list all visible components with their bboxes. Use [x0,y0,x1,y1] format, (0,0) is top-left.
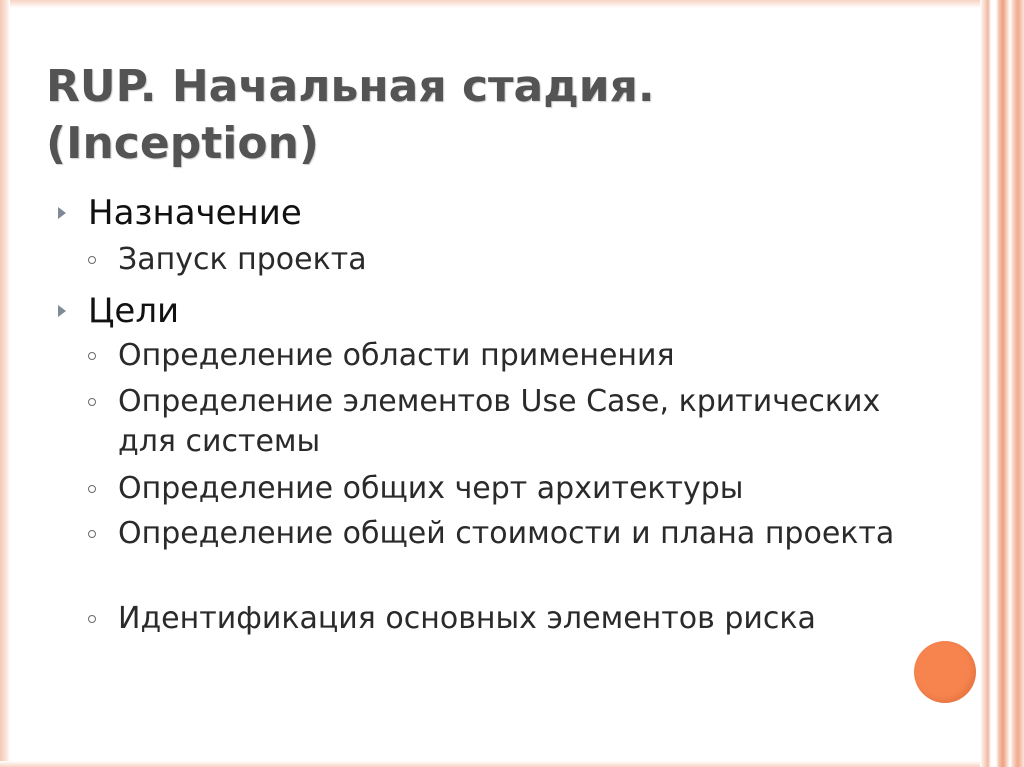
frame-top-border [0,0,1024,8]
slide-title-line-2: (Inception) [46,118,320,169]
circle-bullet-icon [88,530,96,538]
circle-bullet-icon [88,398,96,406]
slide-title [46,58,906,172]
frame-right-stripes [980,0,1024,767]
circle-bullet-icon [88,352,96,360]
section-heading-purpose: Назначение [88,193,302,233]
slide-title-line-1: RUP. Начальная стадия. [46,61,655,112]
circle-bullet-icon [88,615,96,623]
list-item: Определение общих черт архитектуры [118,471,744,506]
orange-circle-decoration [914,641,976,703]
section-heading-goals: Цели [88,291,180,331]
circle-bullet-icon [88,256,96,264]
list-item: Определение общей стоимости и плана проекта [118,516,895,551]
triangle-bullet-icon [58,207,66,219]
list-item: Запуск проекта [118,242,367,277]
frame-bottom-border [0,761,1024,767]
list-item: Идентификация основных элементов риска [118,601,816,636]
circle-bullet-icon [88,485,96,493]
frame-left-border [0,0,10,767]
list-item: Определение элементов Use Case, критических для системы [118,384,881,459]
list-item: Определение области применения [118,338,675,373]
triangle-bullet-icon [58,305,66,317]
